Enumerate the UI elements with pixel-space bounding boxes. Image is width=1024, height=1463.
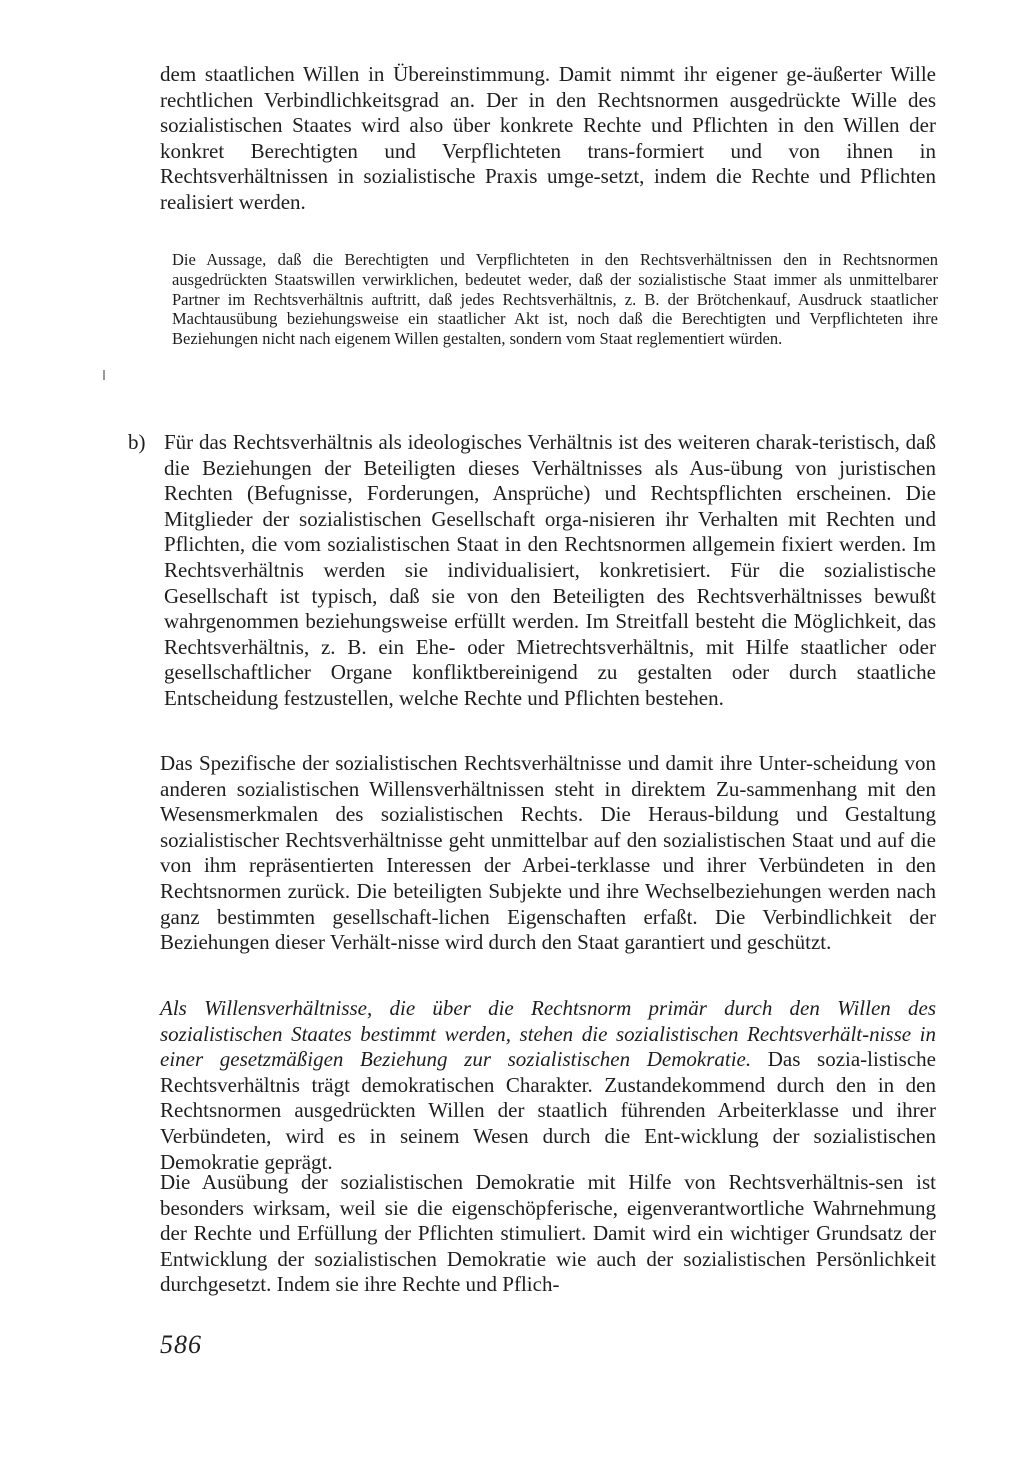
- paragraph-continued: dem staatlichen Willen in Übereinstimmung. Damit nimmt ihr eigener ge-äußerter Wille rechtlichen Verbindlichkeitsgrad an. Der in den Rechtsnormen ausgedrückte Wille des sozialistischen Staates wird also über konkrete Rechte und Pflichten in den Willen der konkret Berechtigten und Verpflichteten trans-formiert und von ihnen in Rechtsverhältnissen in sozialistische Praxis umge-setzt, indem die Rechte und Pflichten realisiert werden.: [160, 62, 936, 214]
- paragraph-democracy-italic: Als Willensverhältnisse, die über die Rechtsnorm primär durch den Willen des sozialistischen Staates bestimmt werden, stehen die sozialistischen Rechtsverhält-nisse in einer gesetzmäßigen Beziehung zur sozialistischen Demokratie.: [160, 996, 936, 1072]
- paragraph-exercise: Die Ausübung der sozialistischen Demokratie mit Hilfe von Rechtsverhältnis-sen ist besonders wirksam, weil sie die eigenschöpferische, eigenverantwortliche Wahrnehmung der Rechte und Erfüllung der Pflichten stimuliert. Damit wird ein wichtiger Grundsatz der Entwicklung der sozialistischen Demokratie wie auch der sozialistischen Persönlichkeit durchgesetzt. Indem sie ihre Rechte und Pflich-: [160, 1170, 936, 1297]
- list-item-b: [128, 430, 936, 712]
- page-number: 586: [160, 1330, 202, 1359]
- paragraph-democracy-rest: Das sozia-listische Rechtsverhältnis trägt demokratischen Charakter. Zustandekommend durch den in den Rechtsnormen ausgedrückten Willen der staatlich führenden Arbeiterklasse und ihrer Verbündeten, wird es in seinem Wesen durch die Ent-wicklung der sozialistischen Demokratie geprägt.: [160, 1047, 936, 1174]
- paragraph-specifics: Das Spezifische der sozialistischen Rechtsverhältnisse und damit ihre Unter-scheidung von anderen sozialistischen Willensverhältnissen steht in direktem Zu-sammenhang mit den Wesensmerkmalen des sozialistischen Rechts. Die Heraus-bildung und Gestaltung sozialistischer Rechtsverhältnisse geht unmittelbar auf den sozialistischen Staat und auf die von ihm repräsentierten Interessen der Arbei-terklasse und ihrer Verbündeten in den Rechtsnormen zurück. Die beteiligten Subjekte und ihre Wechselbeziehungen werden nach ganz bestimmten gesellschaft-lichen Eigenschaften erfaßt. Die Verbindlichkeit der Beziehungen dieser Verhält-nisse wird durch den Staat garantiert und geschützt.: [160, 751, 936, 955]
- list-item-b-text: Für das Rechtsverhältnis als ideologisches Verhältnis ist des weiteren charak-teristisch, daß die Beziehungen der Beteiligten dieses Verhältnisses als Aus-übung von juristischen Rechten (Befugnisse, Forderungen, Ansprüche) und Rechtspflichten erscheinen. Die Mitglieder der sozialistischen Gesellschaft orga-nisieren ihr Verhalten mit Rechten und Pflichten, die vom sozialistischen Staat in den Rechtsnormen allgemein fixiert werden. Im Rechtsverhältnis werden sie individualisiert, konkretisiert. Für die sozialistische Gesellschaft ist typisch, daß sie von den Beteiligten des Rechtsverhältnisses bewußt wahrgenommen beziehungsweise erfüllt werden. Im Streitfall besteht die Möglichkeit, das Rechtsverhältnis, z. B. ein Ehe- oder Mietrechtsverhältnis, mit Hilfe staatlicher oder gesellschaftlicher Organe konfliktbereinigend zu gestalten oder durch staatliche Entscheidung festzustellen, welche Rechte und Pflichten bestehen.: [164, 430, 936, 710]
- note-small-print: Die Aussage, daß die Berechtigten und Verpflichteten in den Rechtsverhältnissen den in Rechtsnormen ausgedrückten Staatswillen verwirklichen, bedeutet weder, daß der sozialistische Staat immer als unmittelbarer Partner im Rechtsverhältnis auftritt, daß jedes Rechtsverhältnis, z. B. der Brötchenkauf, Ausdruck staatlicher Machtausübung beziehungsweise ein staatlicher Akt ist, noch daß die Berechtigten und Verpflichteten ihre Beziehungen nicht nach eigenem Willen gestalten, sondern vom Staat reglementiert würden.: [172, 250, 938, 349]
- paragraph-democracy: [160, 996, 936, 1175]
- list-marker-b: b): [128, 430, 146, 454]
- margin-mark: [103, 370, 105, 380]
